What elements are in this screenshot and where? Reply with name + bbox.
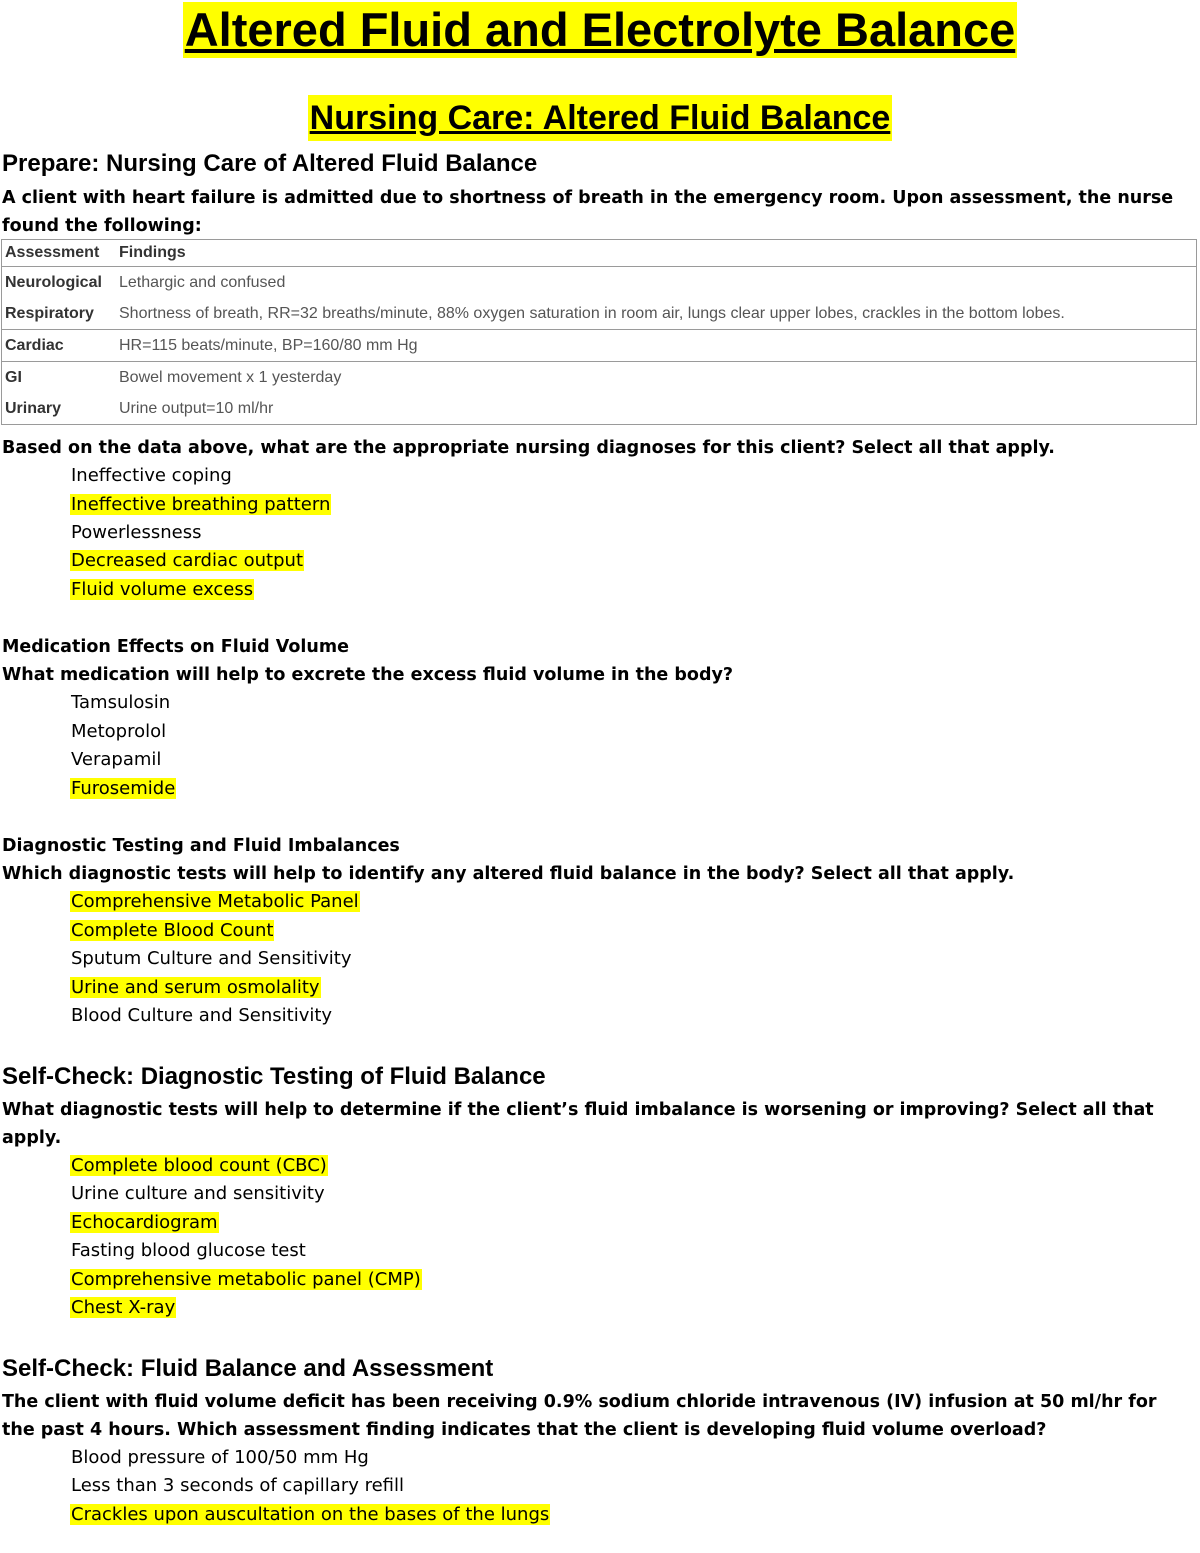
answer-option — [70, 746, 162, 774]
document-title: Altered Fluid and Electrolyte Balance — [184, 3, 1016, 56]
answer-option — [70, 1294, 176, 1322]
option-text-highlighted: Furosemide — [71, 778, 176, 799]
answer-option — [70, 462, 233, 490]
answer-option — [70, 718, 167, 746]
table-cell-key: Cardiac — [2, 330, 117, 362]
answer-option — [70, 1237, 307, 1265]
question-medication: What medication will help to excrete the excess fluid volume in the body? — [2, 665, 734, 685]
table-cell-value: HR=115 beats/minute, BP=160/80 mm Hg — [116, 330, 1197, 362]
table-row — [2, 298, 1197, 330]
option-text: Urine culture and sensitivity — [71, 1183, 325, 1204]
section-heading-self-check-assessment: Self-Check: Fluid Balance and Assessment — [2, 1355, 494, 1382]
subtitle-container — [0, 95, 1200, 141]
option-text-highlighted: Crackles upon auscultation on the bases of the lungs — [71, 1504, 550, 1525]
answer-option — [70, 1180, 326, 1208]
table-cell-key: Urinary — [5, 399, 62, 417]
option-text-highlighted: Complete Blood Count — [71, 920, 274, 941]
answer-option — [70, 491, 331, 519]
option-text-highlighted: Ineffective breathing pattern — [71, 494, 331, 515]
section-heading-diagnostic: Diagnostic Testing and Fluid Imbalances — [2, 836, 400, 856]
table-row — [2, 267, 1197, 299]
table-header-cell: Assessment — [2, 240, 117, 267]
option-text-highlighted: Decreased cardiac output — [71, 550, 303, 571]
option-text: Blood Culture and Sensitivity — [71, 1005, 333, 1026]
table-cell-value: Urine output=10 ml/hr — [119, 399, 274, 417]
question-diagnostic-tests: Which diagnostic tests will help to identify any altered fluid balance in the body? Select all that apply. — [2, 864, 1015, 884]
answer-option — [70, 1501, 550, 1529]
answer-option — [70, 888, 360, 916]
table-row — [2, 362, 1197, 394]
question-worsening-improving: What diagnostic tests will help to determine if the client’s fluid imbalance is worsening or improving? Select all that apply. — [2, 1100, 1154, 1148]
answer-option — [70, 1266, 422, 1294]
answer-option — [70, 917, 274, 945]
answer-option — [70, 689, 171, 717]
option-text: Fasting blood glucose test — [71, 1240, 306, 1261]
option-text-highlighted: Echocardiogram — [71, 1212, 218, 1233]
answer-option — [70, 1002, 333, 1030]
section-heading-prepare: Prepare: Nursing Care of Altered Fluid Balance — [2, 150, 538, 177]
table-row — [2, 330, 1197, 362]
question-nursing-diagnoses: Based on the data above, what are the appropriate nursing diagnoses for this client? Select all that apply. — [2, 438, 1055, 458]
question-fluid-overload: The client with fluid volume deficit has been receiving 0.9% sodium chloride intravenous (IV) infusion at 50 ml/hr for the past 4 hours. Which assessment finding indicates that the client is developing fluid volume overload? — [2, 1392, 1157, 1440]
table-cell-value: Lethargic and confused — [119, 273, 286, 291]
answer-option — [70, 1152, 328, 1180]
option-text-highlighted: Urine and serum osmolality — [71, 977, 320, 998]
table-cell-key: GI — [5, 368, 22, 386]
answer-option — [70, 945, 353, 973]
answer-option — [70, 576, 254, 604]
option-text: Ineffective coping — [71, 465, 232, 486]
option-text-highlighted: Comprehensive Metabolic Panel — [71, 891, 359, 912]
table-cell-key: Respiratory — [2, 298, 117, 330]
option-text: Tamsulosin — [71, 692, 171, 713]
option-text: Blood pressure of 100/50 mm Hg — [71, 1447, 369, 1468]
answer-option — [70, 1444, 370, 1472]
title-container — [0, 2, 1200, 58]
option-text-highlighted: Complete blood count (CBC) — [71, 1155, 327, 1176]
option-text-highlighted: Chest X-ray — [71, 1297, 176, 1318]
option-text-highlighted: Comprehensive metabolic panel (CMP) — [71, 1269, 421, 1290]
table-header-cell: Findings — [116, 240, 1197, 267]
option-text: Less than 3 seconds of capillary refill — [71, 1475, 405, 1496]
answer-option — [70, 1472, 405, 1500]
option-text: Metoprolol — [71, 721, 167, 742]
case-intro: A client with heart failure is admitted due to shortness of breath in the emergency room. Upon assessment, the nurse found the following: — [2, 188, 1174, 236]
option-text-highlighted: Fluid volume excess — [71, 579, 254, 600]
option-text: Powerlessness — [71, 522, 202, 543]
assessment-table — [1, 239, 1197, 425]
answer-option — [70, 547, 304, 575]
table-cell-key: Neurological — [5, 273, 102, 291]
document-subtitle: Nursing Care: Altered Fluid Balance — [308, 95, 893, 141]
option-text: Sputum Culture and Sensitivity — [71, 948, 352, 969]
table-cell-value: Shortness of breath, RR=32 breaths/minute, 88% oxygen saturation in room air, lungs clear upper lobes, crackles in the bottom lobes. — [116, 298, 1197, 330]
answer-option — [70, 1209, 219, 1237]
table-cell-value: Bowel movement x 1 yesterday — [119, 368, 342, 386]
section-heading-self-check-diagnostic: Self-Check: Diagnostic Testing of Fluid Balance — [2, 1063, 546, 1090]
answer-option — [70, 775, 176, 803]
answer-option — [70, 974, 321, 1002]
section-heading-medication: Medication Effects on Fluid Volume — [2, 637, 349, 657]
table-header-row — [2, 240, 1197, 267]
table-row — [2, 393, 1197, 425]
answer-option — [70, 519, 203, 547]
option-text: Verapamil — [71, 749, 162, 770]
